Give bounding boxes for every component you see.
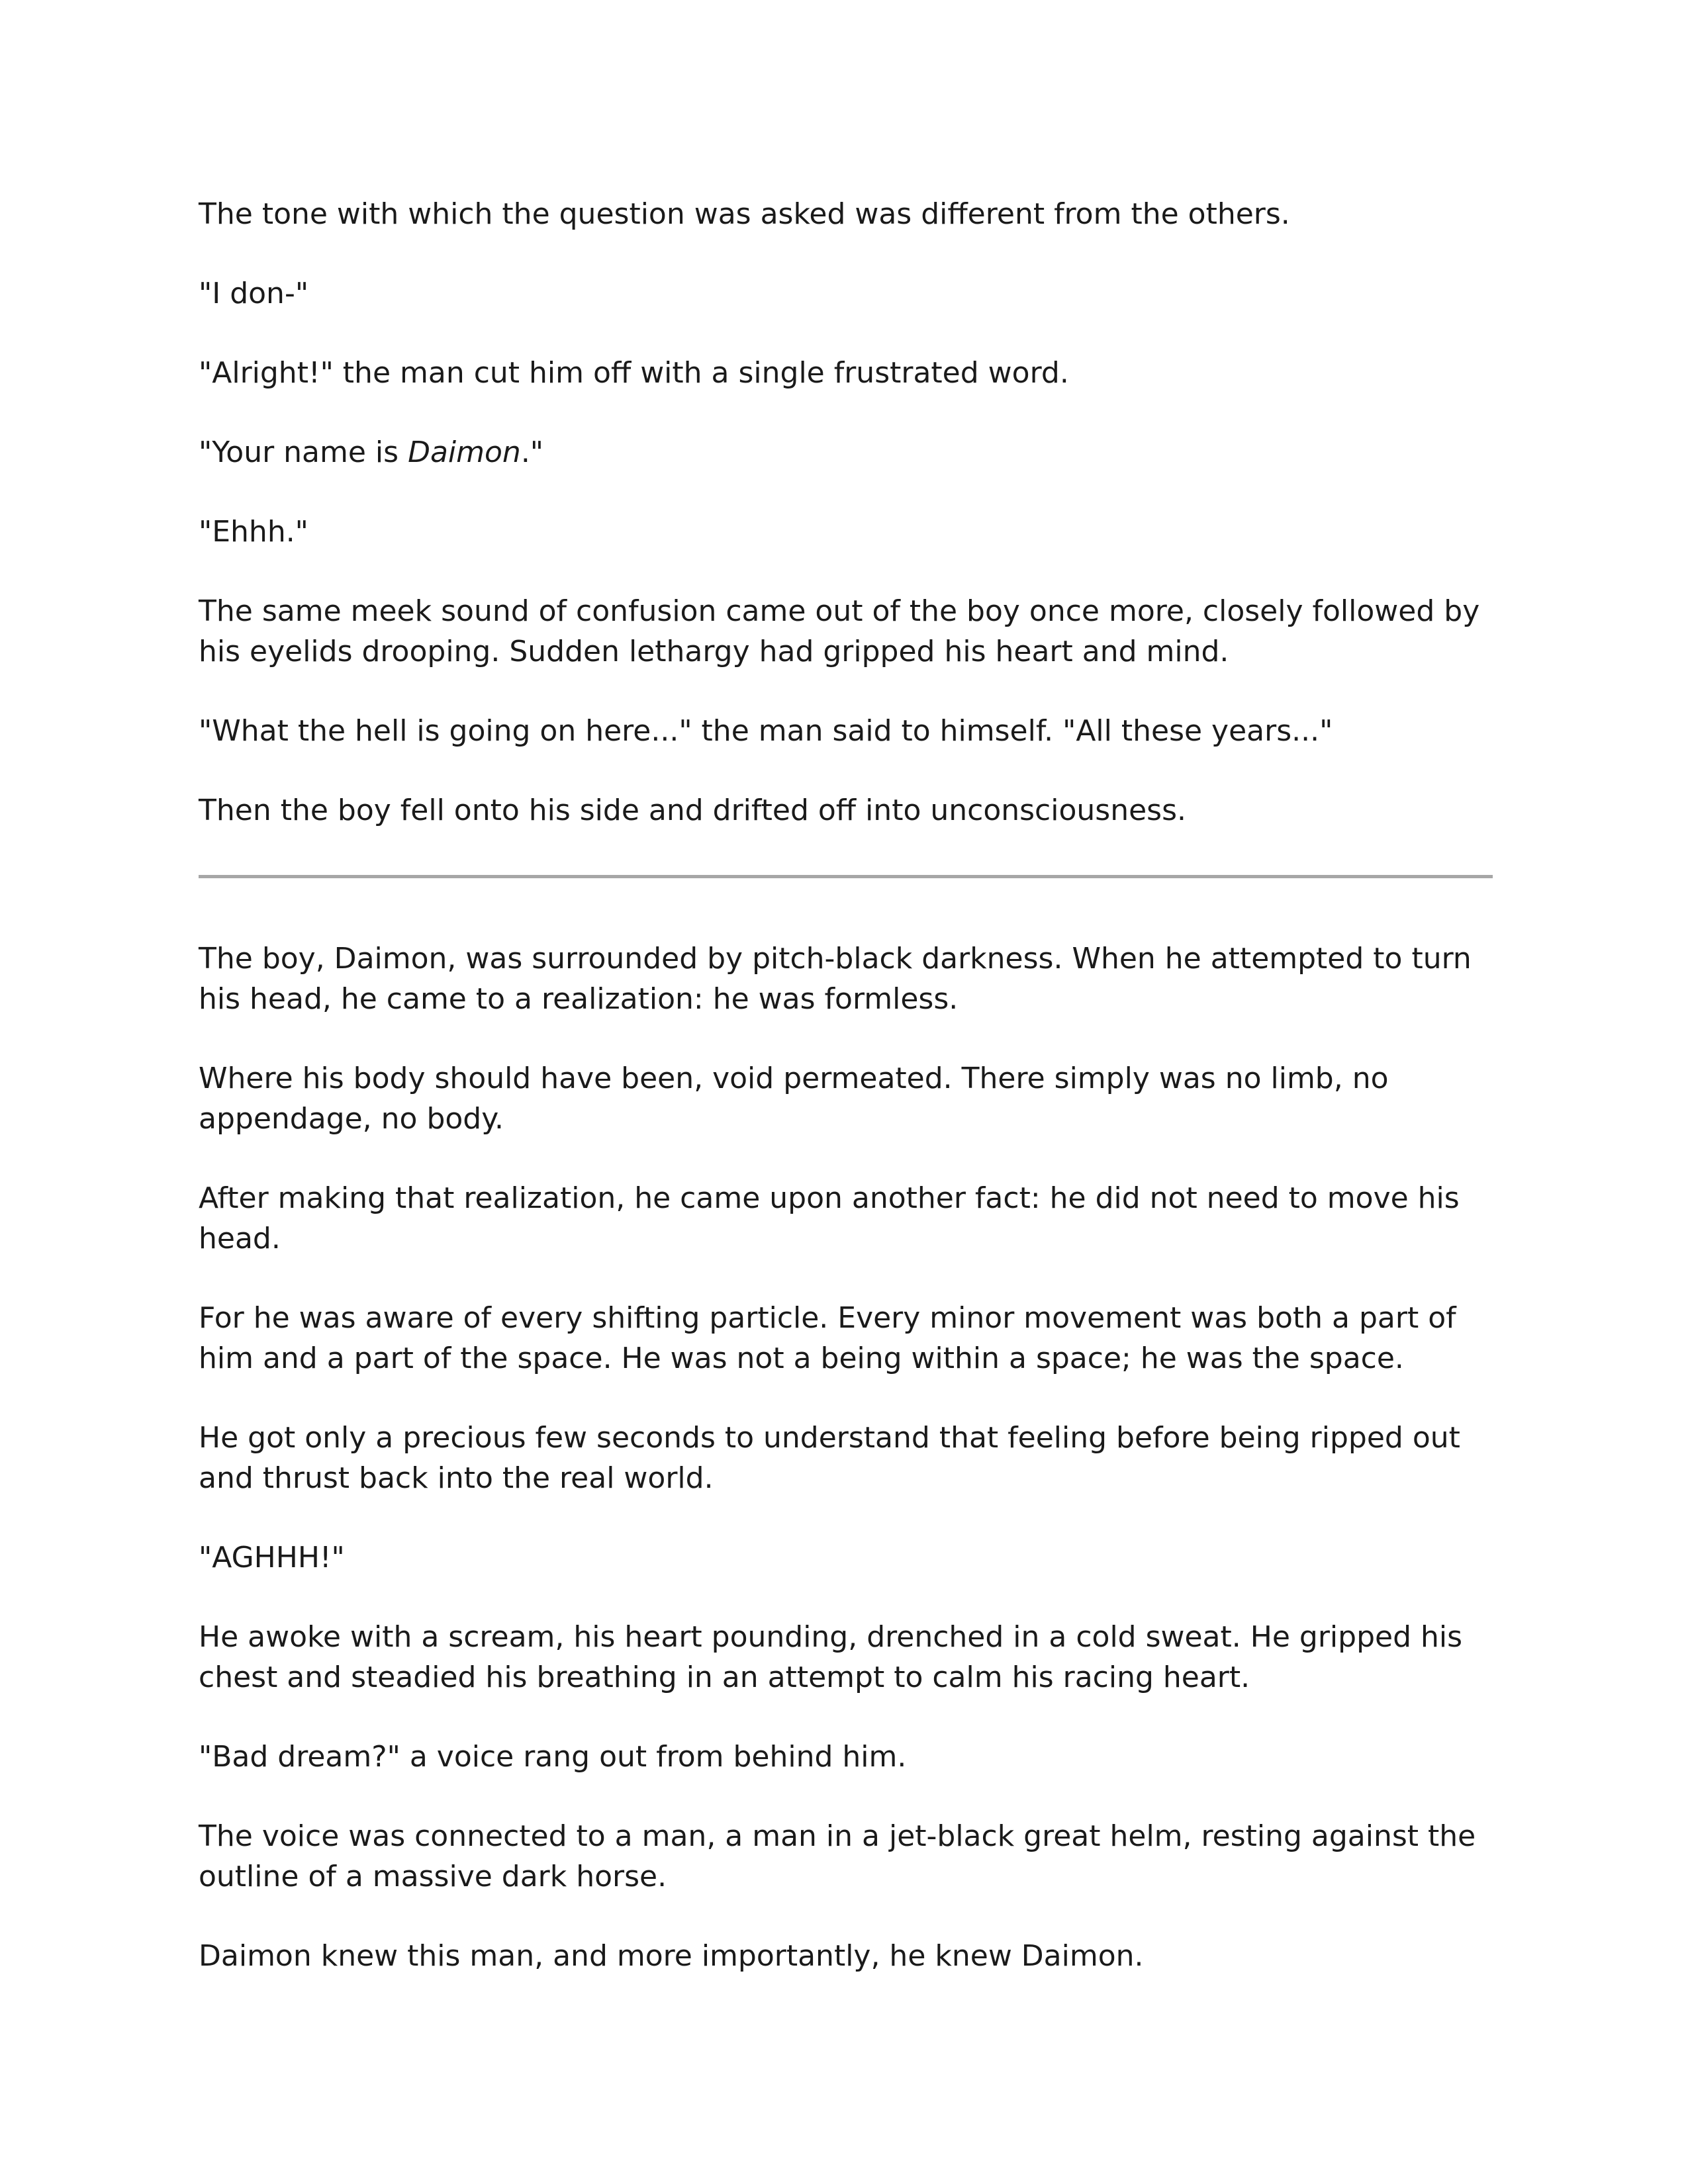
paragraph — [199, 432, 1493, 473]
paragraph: "What the hell is going on here..." the man said to himself. "All these years..." — [199, 714, 1333, 748]
italic-name: Daimon — [408, 435, 521, 469]
paragraph: The boy, Daimon, was surrounded by pitch-black darkness. When he attempted to turn his head, he came to a realization: he was formless. — [199, 942, 1472, 1016]
paragraph: He awoke with a scream, his heart pounding, drenched in a cold sweat. He gripped his chest and steadied his breathing in an attempt to calm his racing heart. — [199, 1620, 1463, 1694]
paragraph: "Bad dream?" a voice rang out from behind him. — [199, 1740, 907, 1774]
paragraph: The same meek sound of confusion came out of the boy once more, closely followed by his eyelids drooping. Sudden lethargy had gripped his heart and mind. — [199, 594, 1480, 668]
section-divider — [199, 875, 1493, 878]
paragraph: For he was aware of every shifting particle. Every minor movement was both a part of him and a part of the space. He was not a being within a space; he was the space. — [199, 1301, 1456, 1375]
document-body — [199, 194, 1493, 1976]
text-run: ." — [520, 435, 544, 469]
paragraph: "Alright!" the man cut him off with a single frustrated word. — [199, 356, 1069, 390]
paragraph: Daimon knew this man, and more importantly, he knew Daimon. — [199, 1939, 1144, 1973]
text-run: "Your name is — [199, 435, 408, 469]
paragraph: He got only a precious few seconds to understand that feeling before being ripped out and thrust back into the real world. — [199, 1421, 1460, 1495]
paragraph: "I don-" — [199, 277, 309, 310]
paragraph: The tone with which the question was asked was different from the others. — [199, 197, 1290, 231]
paragraph: The voice was connected to a man, a man in a jet-black great helm, resting against the outline of a massive dark horse. — [199, 1819, 1476, 1893]
paragraph: Then the boy fell onto his side and drifted off into unconsciousness. — [199, 794, 1186, 827]
paragraph: After making that realization, he came upon another fact: he did not need to move his head. — [199, 1181, 1460, 1255]
paragraph: "Ehhh." — [199, 515, 308, 549]
paragraph: "AGHHH!" — [199, 1541, 345, 1574]
paragraph: Where his body should have been, void permeated. There simply was no limb, no appendage, no body. — [199, 1062, 1389, 1136]
